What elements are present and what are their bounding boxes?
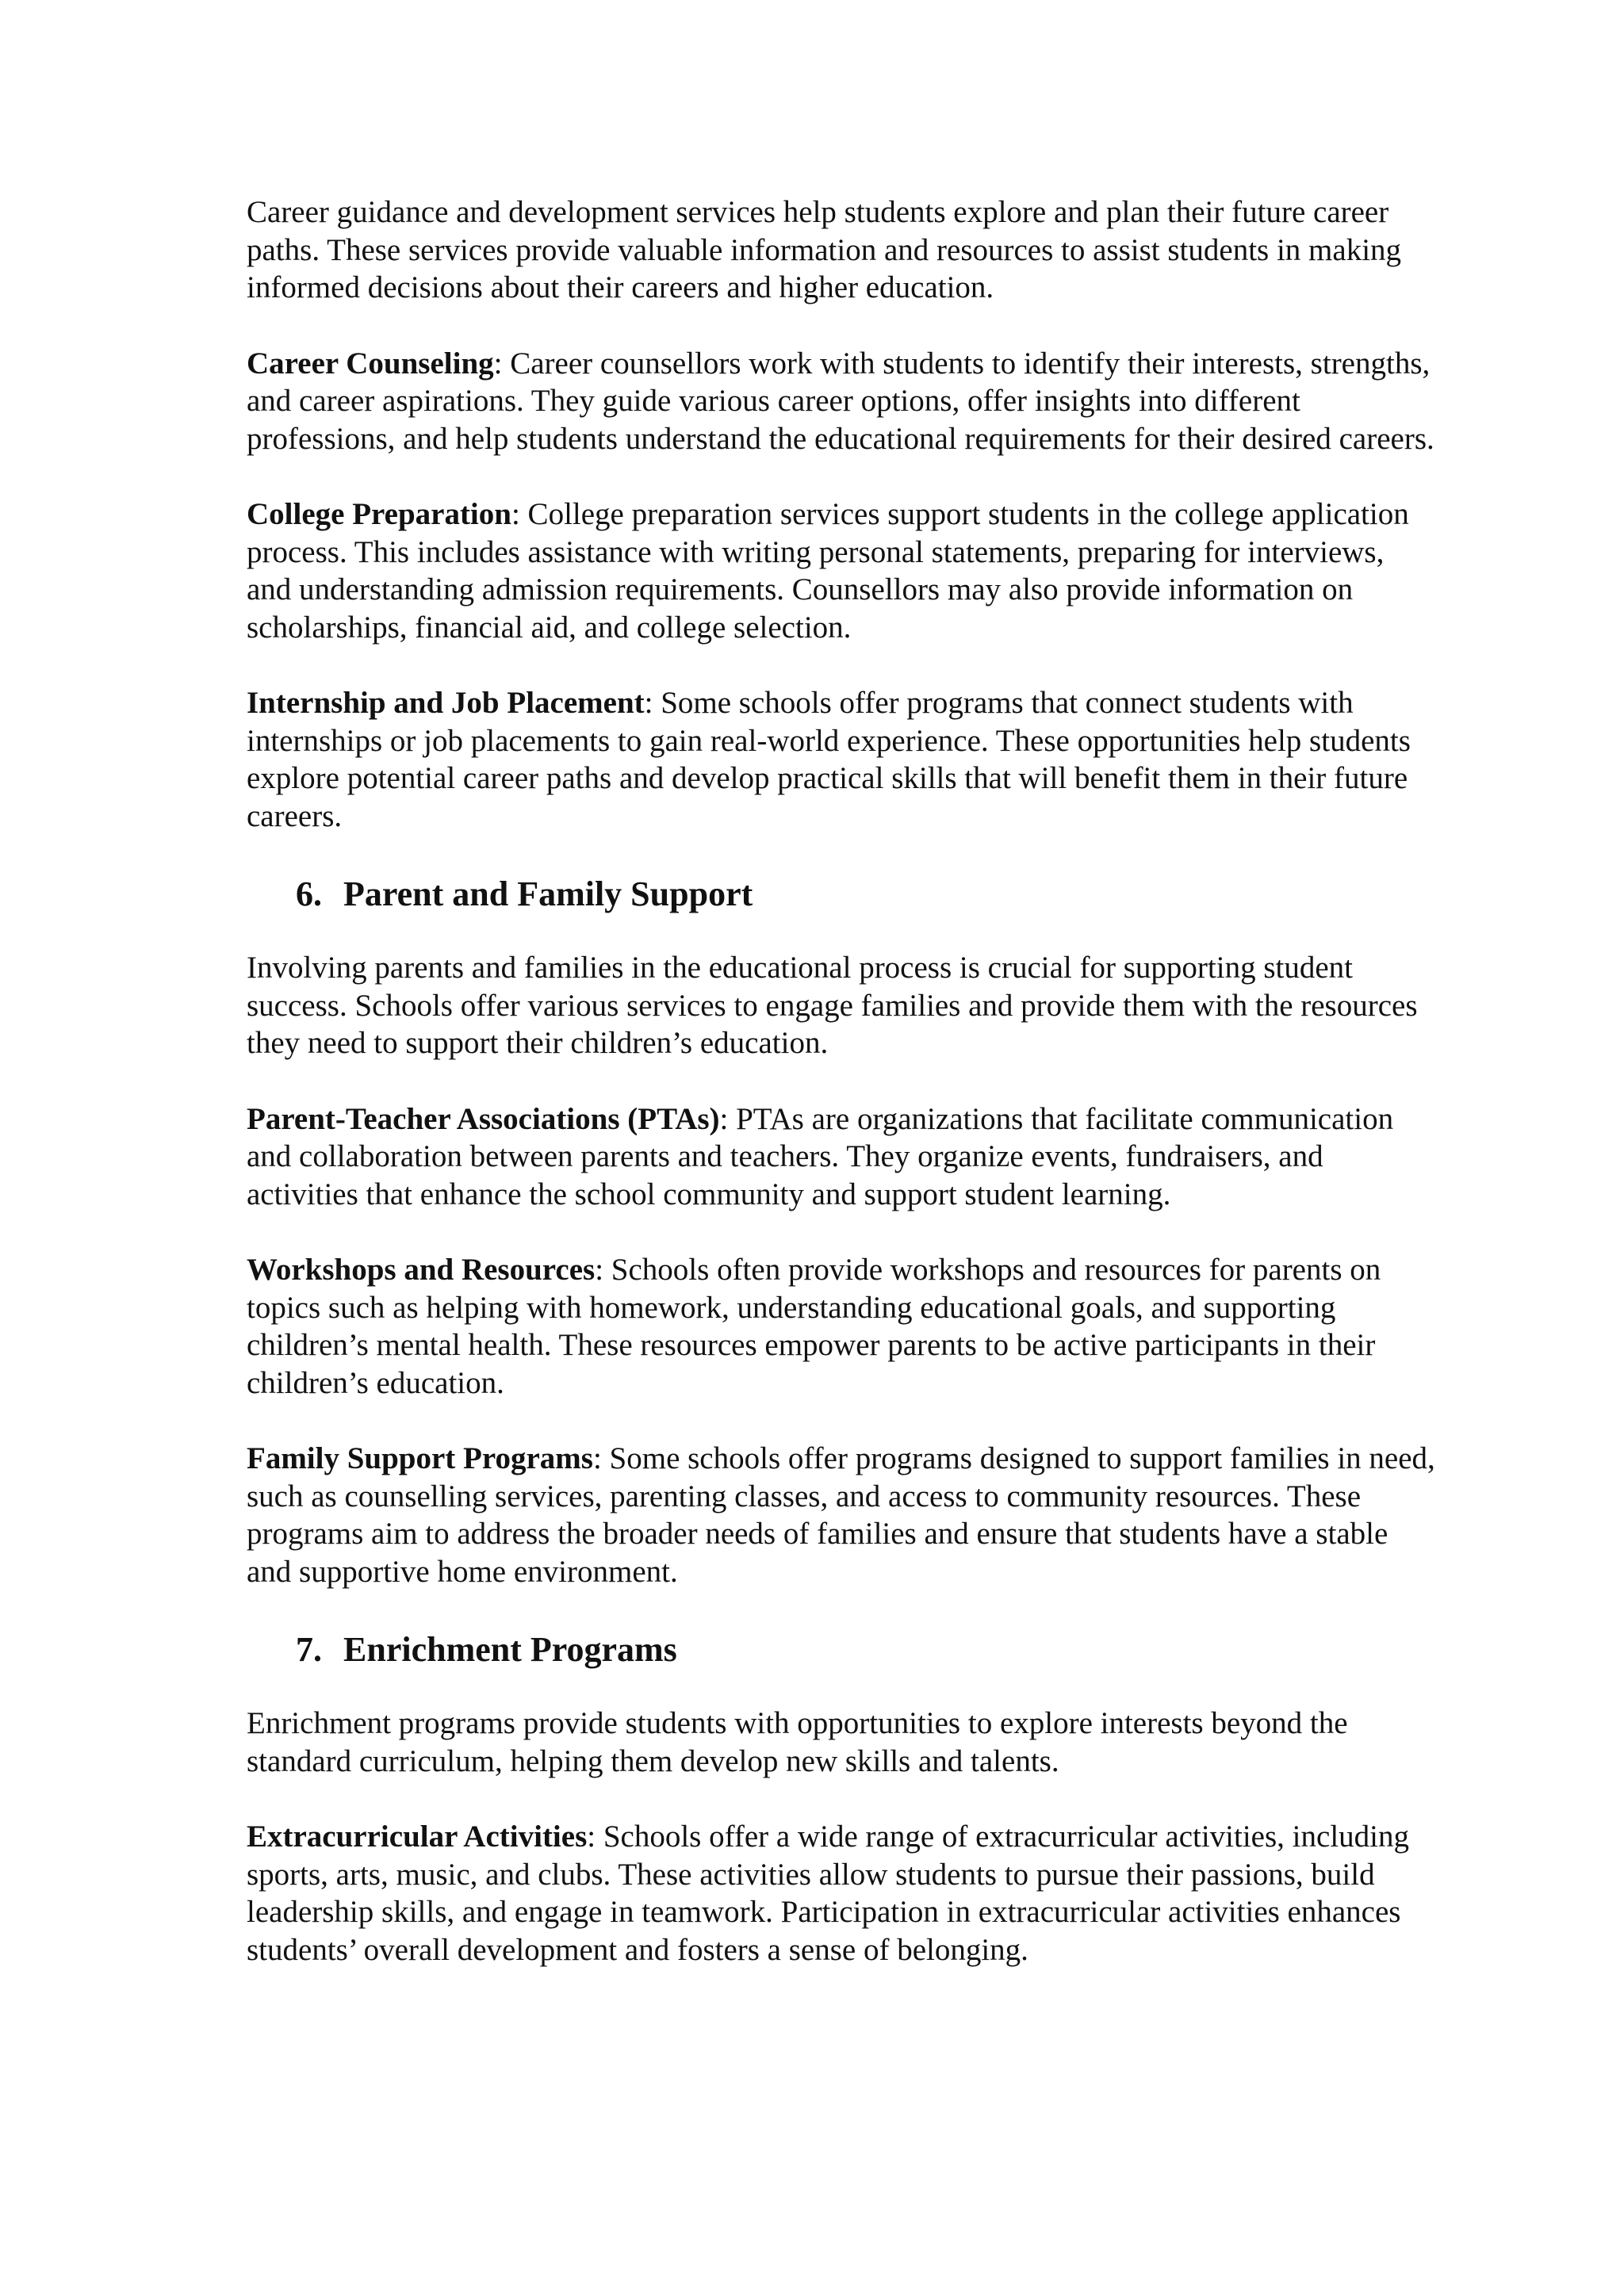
pta-term: Parent-Teacher Associations (PTAs) [247,1101,720,1136]
workshops-text: : Schools often provide workshops and resources for parents on topics such as helping with homework, understanding educational goals, and supporting children’s mental health. These resources empower parents to be active participants in their children’s education. [247,1253,1381,1400]
family-support-text: : Some schools offer programs designed to support families in need, such as counselling services, parenting classes, and access to community resources. These programs aim to address the broader needs of families and ensure that students have a stable and supportive home environment. [247,1441,1435,1589]
document-page [247,193,1436,2007]
extracurricular-paragraph [247,1818,1436,1969]
extracurricular-text: : Schools offer a wide range of extracurricular activities, including sports, arts, music, and clubs. These activities allow students to pursue their passions, build leadership skills, and engage in teamwork. Participation in extracurricular activities enhances students’ overall development and fosters a sense of belonging. [247,1820,1409,1967]
family-support-paragraph [247,1440,1436,1590]
college-preparation-term: College Preparation [247,497,511,531]
career-intro-paragraph: Career guidance and development services help students explore and plan their future career paths. These services provide valuable information and resources to assist students in making informed decisions about their careers and higher education. [247,195,1402,304]
section-6-heading [247,873,1436,916]
workshops-paragraph [247,1251,1436,1402]
college-preparation-paragraph [247,496,1436,646]
workshops-term: Workshops and Resources [247,1253,596,1287]
extracurricular-term: Extracurricular Activities [247,1820,588,1854]
internship-paragraph [247,684,1436,835]
section-7-intro-paragraph: Enrichment programs provide students with opportunities to explore interests beyond the standard curriculum, helping them develop new skills and talents. [247,1706,1348,1778]
family-support-term: Family Support Programs [247,1441,593,1475]
career-counseling-term: Career Counseling [247,346,494,381]
pta-paragraph [247,1100,1436,1214]
career-counseling-text: : Career counsellors work with students to identify their interests, strengths, and career aspirations. They guide various career options, offer insights into different professions, and help students understand the educational requirements for their desired careers. [247,346,1434,456]
section-6-number: 6. [296,874,322,913]
college-preparation-text: : College preparation services support students in the college application process. This includes assistance with writing personal statements, preparing for interviews, and understanding admission requirements. Counsellors may also provide information on scholarships, financial aid, and college selection. [247,497,1409,645]
pta-text: : PTAs are organizations that facilitate communication and collaboration between parents and teachers. They organize events, fundraisers, and activities that enhance the school community and support student learning. [247,1101,1394,1211]
section-6-title: Parent and Family Support [343,874,753,913]
section-7-number: 7. [296,1630,322,1669]
section-7-heading [247,1628,1436,1671]
internship-text: : Some schools offer programs that connect students with internships or job placements to gain real-world experience. These opportunities help students explore potential career paths and develop practical skills that will benefit them in their future careers. [247,686,1411,833]
section-7-title: Enrichment Programs [343,1630,677,1669]
career-counseling-paragraph [247,345,1436,458]
internship-term: Internship and Job Placement [247,686,645,720]
section-6-intro-paragraph: Involving parents and families in the educational process is crucial for supporting student success. Schools offer various services to engage families and provide them with the resources they need to support their children’s education. [247,951,1418,1060]
